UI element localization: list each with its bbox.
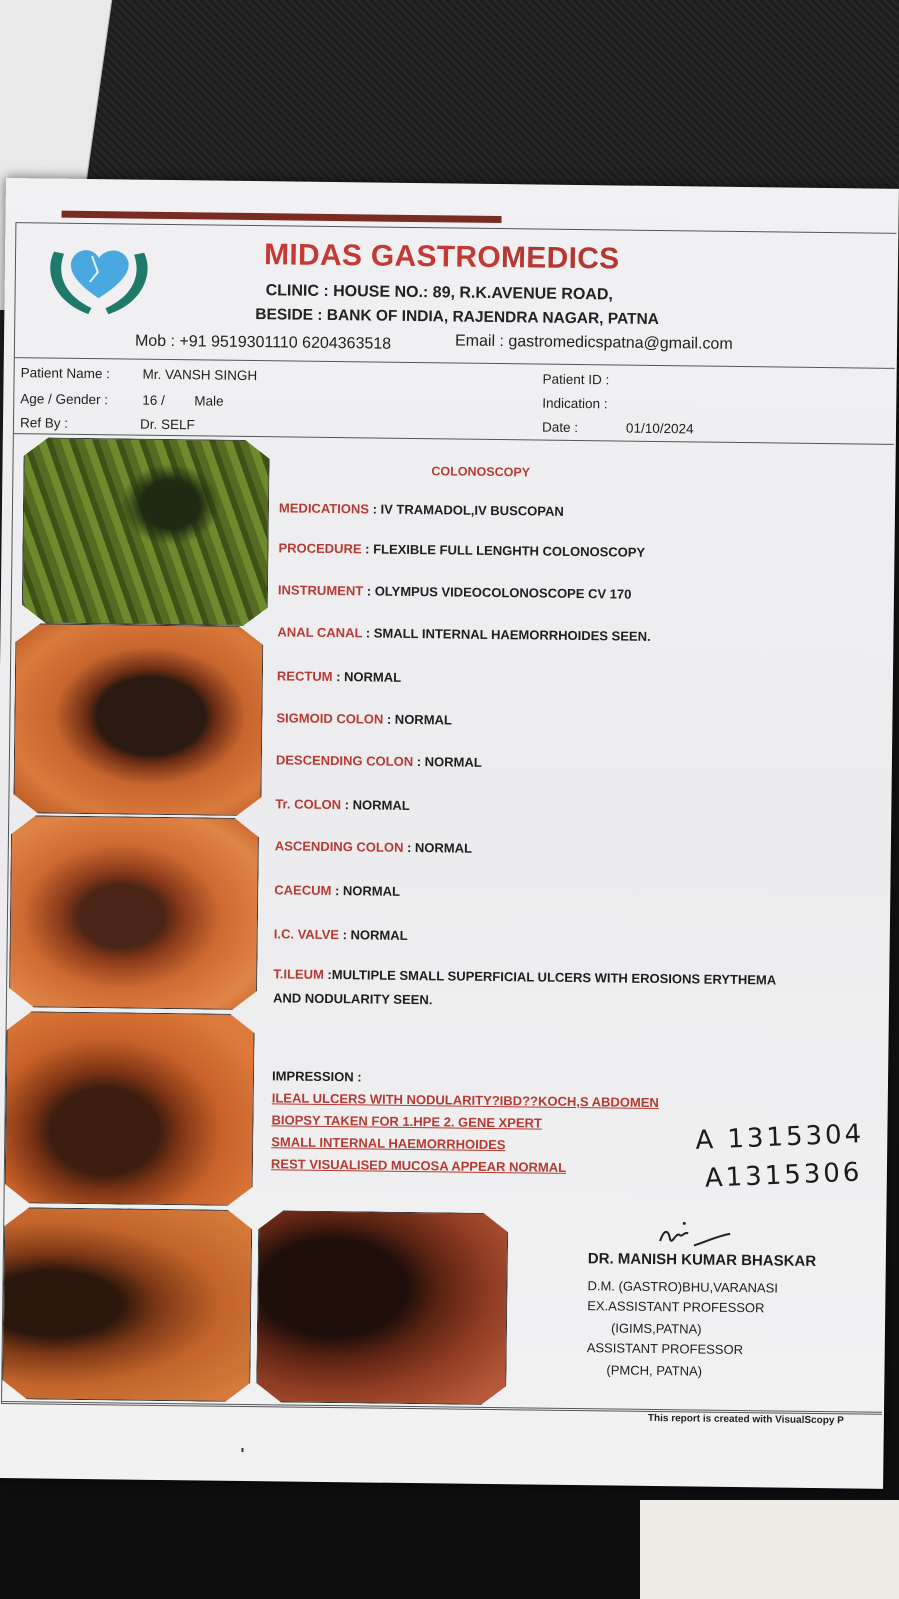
doctor-credential: EX.ASSISTANT PROFESSOR [587,1298,765,1316]
finding-value: : NORMAL [341,797,410,813]
finding-value: :MULTIPLE SMALL SUPERFICIAL ULCERS WITH EROSIONS ERYTHEMA [323,966,777,988]
impression-item: BIOPSY TAKEN FOR 1.HPE 2. GENE XPERT [271,1112,543,1131]
impression-item: REST VISUALISED MUCOSA APPEAR NORMAL [270,1156,567,1175]
footer-note: This report is created with VisualScopy P [647,1412,844,1427]
finding-row [275,796,410,813]
clinic-logo-icon [33,231,164,323]
background-top [0,0,899,200]
finding-row [278,540,645,559]
finding-value: : NORMAL [331,883,401,899]
endoscopy-image [256,1210,508,1405]
clinic-brand [264,238,620,276]
report-frame [1,222,896,1427]
doctor-credential: (PMCH, PATNA) [606,1362,703,1379]
finding-value: : FLEXIBLE FULL LENGHTH COLONOSCOPY [361,541,646,560]
finding-key: ASCENDING COLON [274,838,404,855]
finding-value: : IV TRAMADOL,IV BUSCOPAN [368,501,564,519]
date-value: 01/10/2024 [625,420,694,437]
impression-item: ILEAL ULCERS WITH NODULARITY?IBD??KOCH,S ABDOMEN [271,1090,659,1111]
indication-label: Indication : [542,395,608,412]
endoscopy-image [2,1207,252,1402]
patient-id-label: Patient ID : [542,371,610,388]
brand-part1: MIDAS GASTRO [263,238,502,275]
ref-by-label: Ref By : [19,415,69,431]
finding-key: INSTRUMENT [277,582,364,599]
doctor-name: DR. MANISH KUMAR BHASKAR [587,1250,817,1270]
endoscopy-image [4,1011,254,1206]
tileum-continuation: AND NODULARITY SEEN. [272,990,433,1008]
age-gender-label: Age / Gender : [20,391,109,408]
patient-name-label: Patient Name : [20,365,111,382]
finding-value: : OLYMPUS VIDEOCOLONOSCOPE CV 170 [363,583,632,602]
doctor-credential: ASSISTANT PROFESSOR [586,1340,744,1358]
age-value: 16 / [142,392,165,408]
pen-mark [241,1448,243,1452]
gender-value: Male [194,393,224,409]
finding-row [277,668,401,685]
address-line1: CLINIC : HOUSE NO.: 89, R.K.AVENUE ROAD, [265,282,614,304]
clinic-email: Email : gastromedicspatna@gmail.com [454,332,733,353]
finding-value: : NORMAL [332,669,402,685]
finding-row [273,966,776,987]
finding-key: T.ILEUM [273,966,324,982]
mobile-numbers: Mob : +91 9519301110 6204363518 [134,332,392,353]
finding-value: : NORMAL [413,754,482,770]
background-bottom [0,1470,899,1599]
brand-part2: MEDICS [500,241,620,276]
date-label: Date : [541,419,579,436]
doctor-credential: D.M. (GASTRO)BHU,VARANASI [587,1278,779,1296]
report-paper [0,178,899,1489]
finding-row [276,752,482,770]
finding-key: ANAL CANAL [277,624,363,641]
impression-label: IMPRESSION : [271,1068,362,1085]
endoscopy-image [22,437,270,626]
endoscopy-image [9,815,259,1010]
finding-row [279,500,564,518]
impression-item: SMALL INTERNAL HAEMORRHOIDES [271,1134,506,1153]
finding-row [275,838,472,855]
signature-icon [654,1211,745,1256]
endoscopy-image [13,623,263,816]
finding-key: DESCENDING COLON [275,752,414,770]
finding-value: : NORMAL [383,711,453,728]
finding-key: I.C. VALVE [273,926,340,943]
handwritten-note-2: A1315306 [704,1157,864,1194]
patient-name-value: Mr. VANSH SINGH [142,366,258,384]
finding-value: : NORMAL [338,927,408,943]
finding-key: Tr. COLON [275,796,342,813]
finding-row [276,710,452,727]
address-line2: BESIDE : BANK OF INDIA, RAJENDRA NAGAR, PATNA [255,306,660,328]
finding-key: MEDICATIONS [278,500,370,517]
finding-key: RECTUM [276,668,333,685]
floor-patch [640,1500,899,1599]
finding-key: SIGMOID COLON [276,710,384,727]
finding-row [274,882,400,899]
finding-row [274,926,408,943]
finding-row [278,582,632,601]
finding-key: PROCEDURE [278,540,362,557]
top-stripe [62,211,502,223]
ref-by-value: Dr. SELF [139,416,195,433]
finding-value: : SMALL INTERNAL HAEMORRHOIDES SEEN. [362,625,651,644]
finding-value: : NORMAL [403,839,473,856]
handwritten-note-1: A 1315304 [694,1119,865,1156]
finding-key: CAECUM [274,882,332,899]
report-title: COLONOSCOPY [431,464,531,480]
doctor-credential: (IGIMS,PATNA) [610,1320,702,1337]
finding-row [277,624,650,644]
